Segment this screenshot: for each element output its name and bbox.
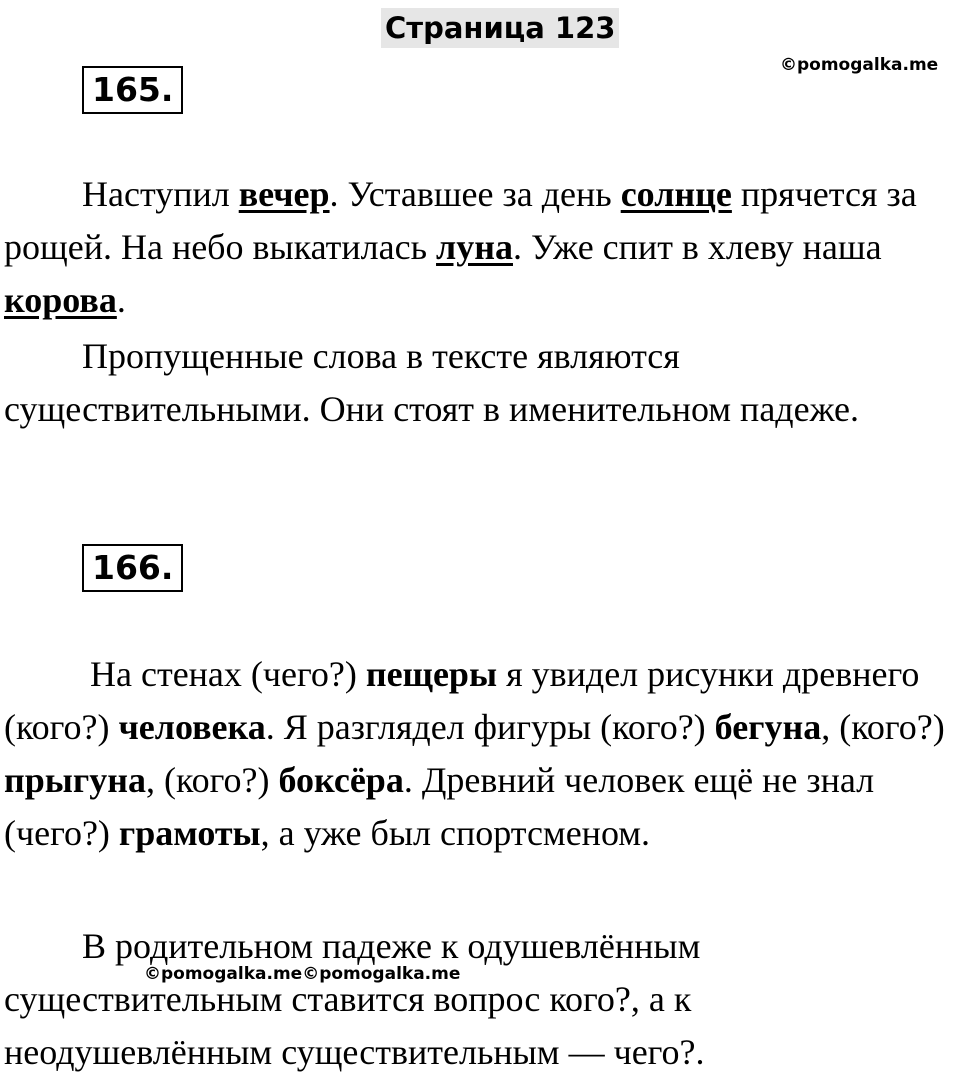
page-title: Страница 123 [381,8,619,48]
task-165-conclusion: Пропущенные слова в тексте являются существительными. Они стоят в именительном падеже. [4,336,859,429]
text-run: . Уже спит в хлеву наша [512,227,882,267]
answer-word: корова [4,280,117,320]
text-run: . Древний человек ещё не знал (чего?) [4,760,875,853]
text-run: . [116,280,126,320]
task-165-text [4,168,958,327]
answer-word: солнце [620,174,732,214]
bold-word: человека [118,707,266,747]
watermark: ©pomogalka.me [780,55,939,75]
task-number-165: 165. [82,66,183,114]
text-run: я увидел рисунки древнего (кого?) [4,654,920,747]
text-run: . Уставшее за день [329,174,621,214]
answer-word: вечер [238,174,330,214]
text-run: . Я разглядел фигуры (кого?) [265,707,715,747]
watermark-overlay: ©pomogalka.me©pomogalka.me [144,964,461,984]
bold-word: бегуна [714,707,822,747]
bold-word: боксёра [278,760,404,800]
task-number-166: 166. [82,544,183,592]
bold-word: грамоты [118,813,261,853]
text-run: прячется за рощей. На небо выкатилась [4,174,917,267]
text-run: На стенах (чего?) [90,654,366,694]
text-run: , (кого?) [145,760,279,800]
bold-word: прыгуна [4,760,146,800]
answer-word: луна [436,227,513,267]
task-166-text [4,648,958,860]
task-166-conclusion: В родительном падеже к одушевлённым существительным ставится вопрос кого?, а к неодушевлённым существительным — чего?. [4,926,705,1072]
bold-word: пещеры [365,654,498,694]
text-run: , (кого?) [821,707,945,747]
text-run: , а уже был спортсменом. [260,813,651,853]
text-run: Наступил [82,174,239,214]
